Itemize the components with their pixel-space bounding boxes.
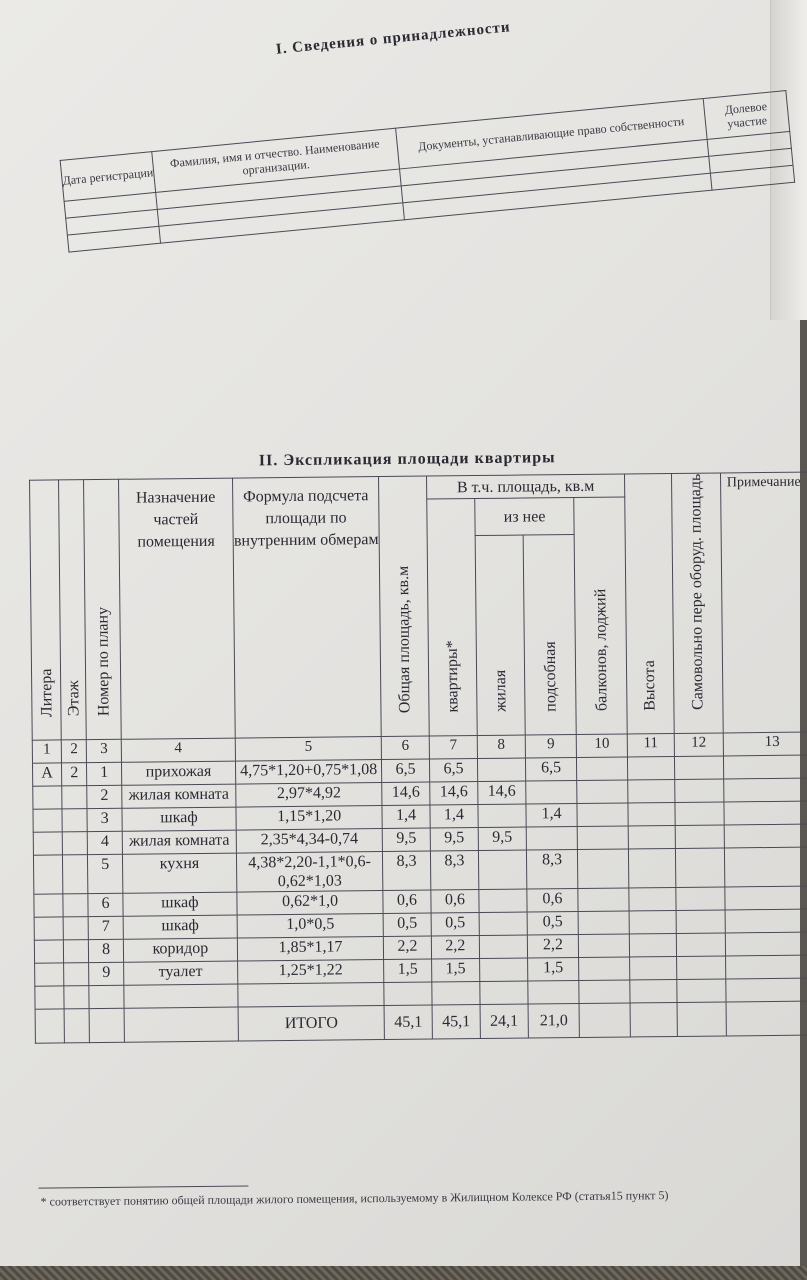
row-living-area — [479, 958, 527, 982]
row-empty-cell — [723, 755, 807, 779]
row-formula: 2,35*4,34-0,74 — [236, 829, 382, 854]
row-total-area: 2,2 — [383, 936, 431, 960]
row-apartment-area: 1,4 — [430, 805, 478, 829]
header-of-which: из нее — [475, 498, 575, 536]
row-empty-cell — [577, 757, 628, 781]
header-self-built-area: Самовольно пере оборуд. площадь — [671, 473, 723, 734]
row-formula: 1,85*1,17 — [237, 937, 383, 962]
row-purpose: коридор — [123, 938, 238, 962]
row-empty-cell — [629, 934, 676, 957]
row-plan-number: 8 — [89, 939, 124, 962]
section2-title: II. Экспликация площади квартиры — [258, 449, 556, 470]
column-number: 3 — [87, 739, 122, 762]
row-floor: 2 — [61, 763, 87, 786]
header-litera: Литера — [30, 480, 62, 741]
row-formula: 1,15*1,20 — [236, 806, 382, 831]
row-apartment-area: 8,3 — [430, 851, 478, 890]
header-auxiliary: подсобная — [523, 535, 577, 736]
column-number: 4 — [121, 738, 236, 762]
row-empty-cell — [675, 848, 724, 888]
row-living-area — [479, 889, 527, 913]
row-auxiliary-area: 0,5 — [527, 912, 579, 936]
row-empty-cell — [674, 756, 723, 780]
row-empty-cell — [725, 955, 807, 979]
row-litera — [34, 940, 63, 963]
row-floor — [63, 894, 89, 917]
row-empty-cell — [724, 847, 807, 887]
row-purpose: жилая комната — [122, 830, 237, 854]
total-apartment-sum: 45,1 — [432, 1005, 480, 1039]
row-empty-cell — [723, 778, 807, 802]
section1-title: I. Сведения о принадлежности — [275, 19, 512, 58]
header-total-area: Общая площадь, кв.м — [379, 476, 430, 737]
header-note: Примечание — [720, 472, 807, 733]
total-area-sum: 45,1 — [384, 1005, 432, 1039]
row-living-area: 9,5 — [478, 827, 526, 851]
total-auxiliary-sum: 21,0 — [528, 1004, 580, 1039]
total-living-sum: 24,1 — [480, 1004, 528, 1038]
column-number: 2 — [61, 740, 87, 763]
row-formula: 1,25*1,22 — [238, 960, 384, 985]
row-apartment-area: 14,6 — [430, 782, 478, 806]
row-floor — [63, 917, 89, 940]
row-empty-cell — [628, 780, 675, 803]
row-empty-cell — [579, 957, 630, 981]
row-total-area: 1,5 — [384, 959, 432, 983]
row-auxiliary-area: 2,2 — [527, 935, 579, 959]
row-empty-cell — [675, 802, 724, 826]
row-plan-number: 1 — [87, 762, 122, 785]
row-floor — [62, 855, 88, 894]
row-empty-cell — [629, 911, 676, 934]
row-purpose: кухня — [122, 853, 237, 893]
row-floor — [62, 786, 88, 809]
header-share: Долевое участие — [703, 91, 789, 140]
header-purpose: Назначение частей помещения — [118, 478, 235, 739]
row-living-area — [477, 758, 525, 782]
column-number: 11 — [627, 734, 674, 757]
row-auxiliary-area — [526, 781, 578, 805]
row-total-area: 14,6 — [382, 782, 430, 806]
header-including-area: В т.ч. площадь, кв.м — [427, 474, 625, 499]
row-formula: 4,75*1,20+0,75*1,08 — [236, 760, 382, 785]
row-auxiliary-area: 8,3 — [526, 850, 578, 890]
row-purpose: прихожая — [121, 761, 236, 785]
row-empty-cell — [579, 934, 630, 958]
row-empty-cell — [676, 887, 725, 911]
row-litera — [33, 786, 62, 809]
row-empty-cell — [628, 826, 675, 849]
row-plan-number: 6 — [88, 893, 123, 916]
total-label: ИТОГО — [238, 1006, 384, 1042]
column-number: 5 — [235, 737, 381, 762]
row-plan-number: 5 — [88, 854, 123, 893]
row-plan-number: 4 — [88, 831, 123, 854]
row-auxiliary-area: 1,5 — [527, 958, 579, 982]
header-owner-name: Фамилия, имя и отчество. Наименование организации. — [152, 128, 399, 192]
row-litera — [35, 963, 64, 986]
row-purpose: шкаф — [122, 807, 237, 831]
row-plan-number: 9 — [89, 962, 124, 985]
row-litera: А — [32, 763, 61, 786]
row-purpose: шкаф — [123, 892, 238, 916]
row-empty-cell — [675, 825, 724, 849]
header-height: Высота — [624, 473, 674, 734]
row-auxiliary-area: 6,5 — [525, 758, 577, 782]
row-litera — [33, 855, 62, 894]
header-floor: Этаж — [59, 480, 87, 740]
row-empty-cell — [628, 803, 675, 826]
column-number: 7 — [429, 736, 477, 760]
row-auxiliary-area — [526, 827, 578, 851]
row-empty-cell — [676, 910, 725, 934]
row-floor — [64, 963, 90, 986]
row-litera — [34, 917, 63, 940]
row-empty-cell — [676, 933, 725, 957]
row-apartment-area: 1,5 — [432, 959, 480, 983]
row-apartment-area: 6,5 — [429, 759, 477, 783]
row-living-area — [479, 935, 527, 959]
column-number: 10 — [577, 734, 628, 758]
column-number: 9 — [525, 735, 577, 759]
row-auxiliary-area: 1,4 — [526, 804, 578, 828]
header-balcony: балконов, лоджий — [574, 497, 627, 735]
row-empty-cell — [629, 888, 676, 911]
row-total-area: 0,6 — [383, 890, 431, 914]
row-total-area: 8,3 — [383, 851, 431, 890]
row-empty-cell — [578, 888, 629, 912]
row-formula: 0,62*1,0 — [237, 891, 383, 916]
row-total-area: 6,5 — [382, 759, 430, 783]
header-plan-number: Номер по плану — [84, 479, 121, 740]
row-empty-cell — [725, 932, 807, 956]
row-purpose: шкаф — [123, 915, 238, 939]
column-number: 13 — [723, 732, 807, 756]
column-number: 8 — [477, 735, 525, 759]
row-empty-cell — [725, 886, 807, 910]
row-living-area — [478, 804, 526, 828]
header-registration-date: Дата регистрации — [60, 152, 155, 202]
row-auxiliary-area: 0,6 — [527, 889, 579, 913]
row-litera — [34, 894, 63, 917]
row-living-area: 14,6 — [478, 781, 526, 805]
row-empty-cell — [628, 849, 675, 888]
header-living: жилая — [475, 535, 525, 735]
row-empty-cell — [577, 803, 628, 827]
row-empty-cell — [677, 956, 726, 980]
row-empty-cell — [578, 849, 629, 889]
row-formula: 4,38*2,20-1,1*0,6-0,62*1,03 — [237, 852, 383, 893]
row-plan-number: 3 — [87, 808, 122, 831]
row-living-area — [479, 912, 527, 936]
row-floor — [62, 809, 88, 832]
row-litera — [33, 832, 62, 855]
row-empty-cell — [675, 779, 724, 803]
row-empty-cell — [724, 824, 807, 848]
row-formula: 2,97*4,92 — [236, 783, 382, 808]
row-apartment-area: 2,2 — [431, 936, 479, 960]
row-plan-number: 2 — [87, 785, 122, 808]
column-number: 12 — [674, 733, 723, 757]
background-floor — [0, 1266, 807, 1280]
row-plan-number: 7 — [88, 916, 123, 939]
row-empty-cell — [724, 801, 807, 825]
row-empty-cell — [725, 909, 807, 933]
row-apartment-area: 0,6 — [431, 890, 479, 914]
header-apartment: квартиры* — [427, 499, 477, 737]
row-purpose: туалет — [123, 961, 238, 985]
header-ownership-documents: Документы, устанавливающие право собственности — [395, 99, 707, 169]
row-total-area: 9,5 — [382, 828, 430, 852]
row-empty-cell — [578, 826, 629, 850]
row-litera — [33, 809, 62, 832]
row-total-area: 1,4 — [382, 805, 430, 829]
header-formula: Формула подсчета площади по внутренним обмерам — [233, 477, 382, 739]
row-empty-cell — [577, 780, 628, 804]
footnote-mark: * — [40, 1194, 47, 1209]
row-empty-cell — [627, 757, 674, 780]
row-floor — [62, 832, 88, 855]
column-number: 6 — [381, 736, 429, 760]
row-apartment-area: 9,5 — [430, 828, 478, 852]
row-empty-cell — [630, 957, 677, 980]
column-number: 1 — [32, 740, 61, 763]
row-empty-cell — [578, 911, 629, 935]
row-living-area — [478, 850, 526, 889]
apartment-footnote-mark: * — [443, 640, 461, 649]
row-purpose: жилая комната — [122, 784, 237, 808]
row-floor — [63, 940, 89, 963]
row-formula: 1,0*0,5 — [237, 914, 383, 939]
explication-table — [29, 471, 807, 1043]
row-apartment-area: 0,5 — [431, 913, 479, 937]
row-total-area: 0,5 — [383, 913, 431, 937]
footnote-text: соответствует понятию общей площади жилого помещения, используемому в Жилищном Колексе РФ (статья15 пункт 5) — [49, 1188, 669, 1209]
